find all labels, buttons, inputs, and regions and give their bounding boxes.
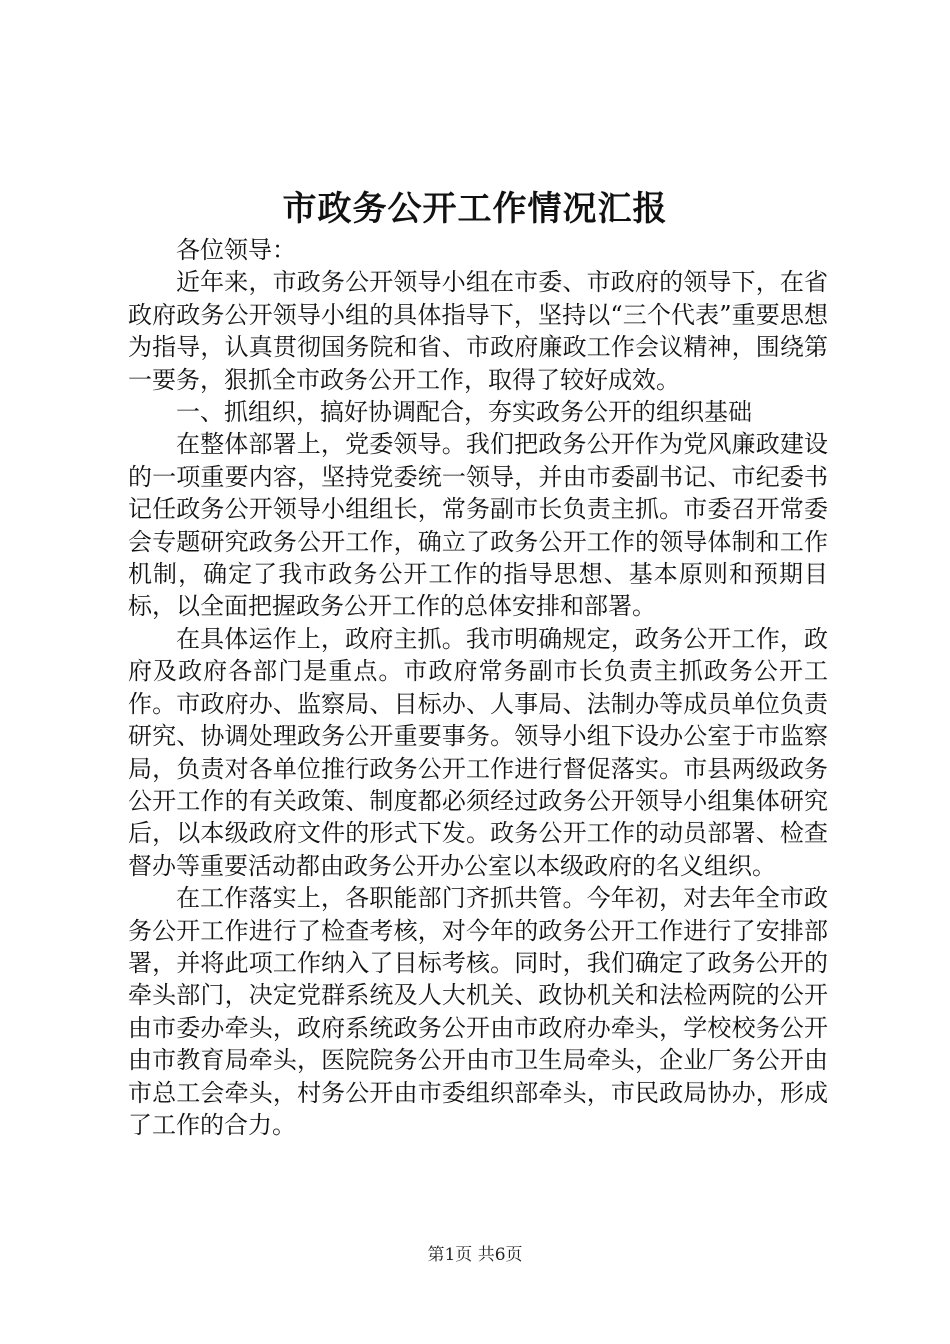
- salutation: 各位领导：: [176, 236, 296, 264]
- paragraph-work-implementation: 在工作落实上，各职能部门齐抓共管。今年初，对去年全市政务公开工作进行了检查考核，对今年的政务公开工作进行了安排部署，并将此项工作纳入了目标考核。同时，我们确定了政务公开的牵头部门，决定党群系统及人大机关、政协机关和法检两院的公开由市委办牵头，政府系统政务公开由市政府办牵头，学校校务公开由市教育局牵头，医院院务公开由市卫生局牵头，企业厂务公开由市总工会牵头，村务公开由市委组织部牵头，市民政局协办，形成了工作的合力。: [128, 884, 828, 1139]
- paragraph-specific-operation: 在具体运作上，政府主抓。我市明确规定，政务公开工作，政府及政府各部门是重点。市政府常务副市长负责主抓政务公开工作。市政府办、监察局、目标办、人事局、法制办等成员单位负责研究、协调处理政务公开重要事务。领导小组下设办公室于市监察局，负责对各单位推行政务公开工作进行督促落实。市县两级政务公开工作的有关政策、制度都必须经过政务公开领导小组集体研究后，以本级政府文件的形式下发。政务公开工作的动员部署、检查督办等重要活动都由政务公开办公室以本级政府的名义组织。: [128, 624, 828, 880]
- page-number-footer: 第1页 共6页: [427, 1245, 523, 1265]
- document-body: [128, 234, 828, 1141]
- paragraph-intro: 近年来，市政务公开领导小组在市委、市政府的领导下，在省政府政务公开领导小组的具体指导下，坚持以“三个代表”重要思想为指导，认真贯彻国务院和省、市政府廉政工作会议精神，围绕第一要务，狠抓全市政务公开工作，取得了较好成效。: [128, 268, 828, 394]
- section-heading: 一、抓组织，搞好协调配合，夯实政务公开的组织基础: [176, 398, 752, 427]
- paragraph-overall-deployment: 在整体部署上，党委领导。我们把政务公开作为党风廉政建设的一项重要内容，坚持党委统一领导，并由市委副书记、市纪委书记任政务公开领导小组组长，常务副市长负责主抓。市委召开常委会专题研究政务公开工作，确立了政务公开工作的领导体制和工作机制，确定了我市政务公开工作的指导思想、基本原则和预期目标，以全面把握政务公开工作的总体安排和部署。: [128, 430, 828, 621]
- document-title: 市政务公开工作情况汇报: [282, 189, 668, 229]
